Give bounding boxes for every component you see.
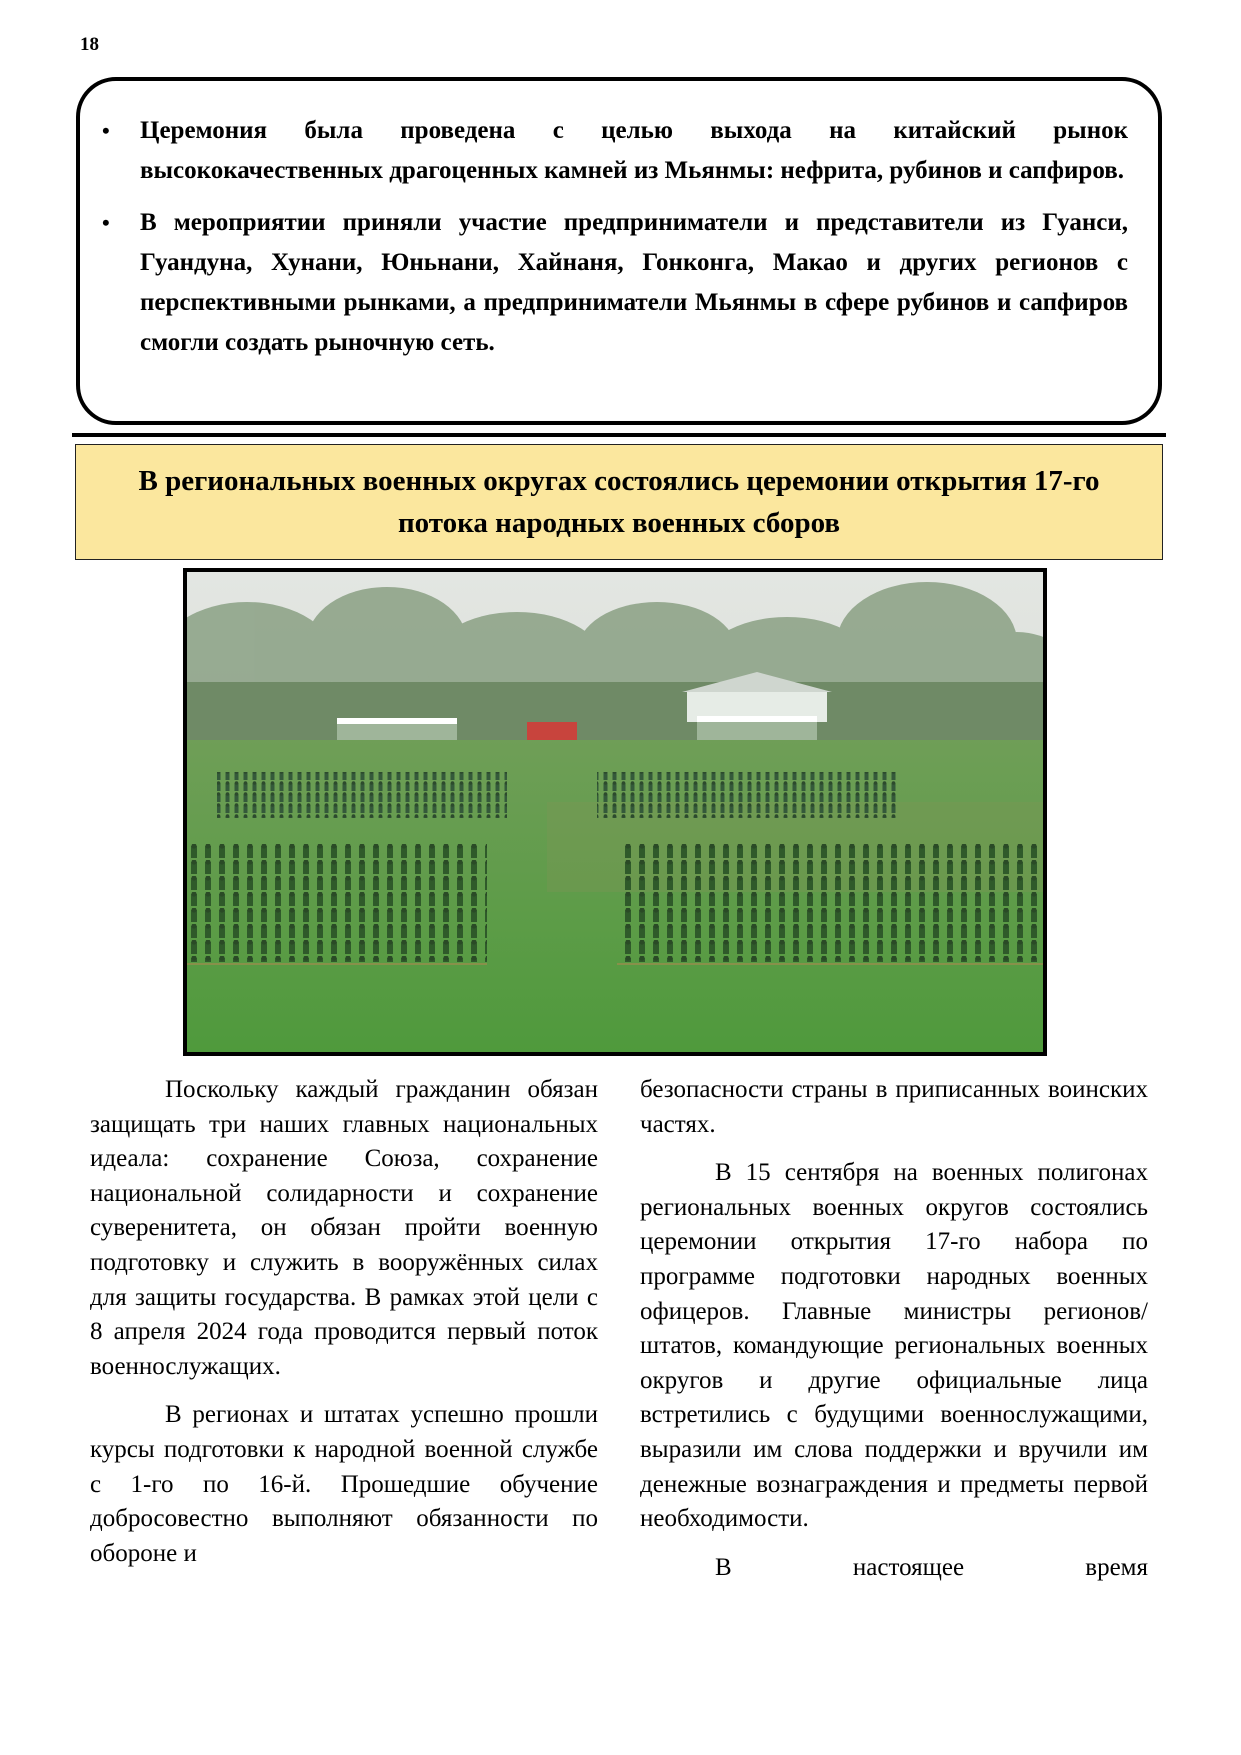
headline-box [75,444,1163,560]
article-paragraph: В регионах и штатах успешно прошли курсы подготовки к народной военной службе с 1-го по 16-й. Прошедшие обучение добросовестно выполняют обязанности по обороне и [90,1401,598,1567]
summary-bullet [102,111,1128,191]
parade-ground-illustration [187,572,1043,1052]
article-paragraph-continuation: безопасности страны в приписанных воинских частях. [640,1076,1148,1138]
bullet-icon: • [102,118,110,143]
page-number: 18 [80,34,99,55]
article-photo [183,568,1047,1056]
article-paragraph: Поскольку каждый гражданин обязан защищать три наших главных национальных идеала: сохранение Союза, сохранение национальной солидарности и сохранение суверенитета, он обязан пройти военную подготовку и служить в вооружённых силах для защиты государства. В рамках этой цели с 8 апреля 2024 года проводится первый поток военнослужащих. [90,1076,598,1380]
article-word: В [715,1553,732,1581]
summary-bullet-text: Церемония была проведена с целью выхода на китайский рынок высококачественных драгоценных камней из Мьянмы: нефрита, рубинов и сапфиров. [140,117,1128,184]
summary-box [76,77,1162,425]
section-divider [72,433,1166,437]
article-word: время [1085,1553,1148,1581]
article-paragraph: В 15 сентября на военных полигонах региональных военных округов состоялись церемонии открытия 17-го набора по программе подготовки народных военных офицеров. Главные министры регионов/штатов, командующие региональных военных округов и другие официальные лица встретились с будущими военнослужащими, выразили им слова поддержки и вручили им денежные вознаграждения и предметы первой необходимости. [640,1159,1148,1533]
summary-list [102,111,1128,363]
summary-bullet [102,203,1128,363]
article-last-line [640,1551,1148,1586]
bullet-icon: • [102,210,110,235]
summary-bullet-text: В мероприятии приняли участие предприниматели и представители из Гуанси, Гуандуна, Хунани, Юньнани, Хайнаня, Гонконга, Макао и других регионов с перспективными рынками, а предприниматели Мьянмы в сфере рубинов и сапфиров смогли создать рыночную сеть. [140,209,1128,356]
article-word: настоящее [852,1553,965,1581]
article-column-right [640,1073,1148,1585]
article-headline: В региональных военных округах состоялись церемонии открытия 17-го потока народных военных сборов [138,465,1100,539]
article-column-left [90,1073,598,1585]
